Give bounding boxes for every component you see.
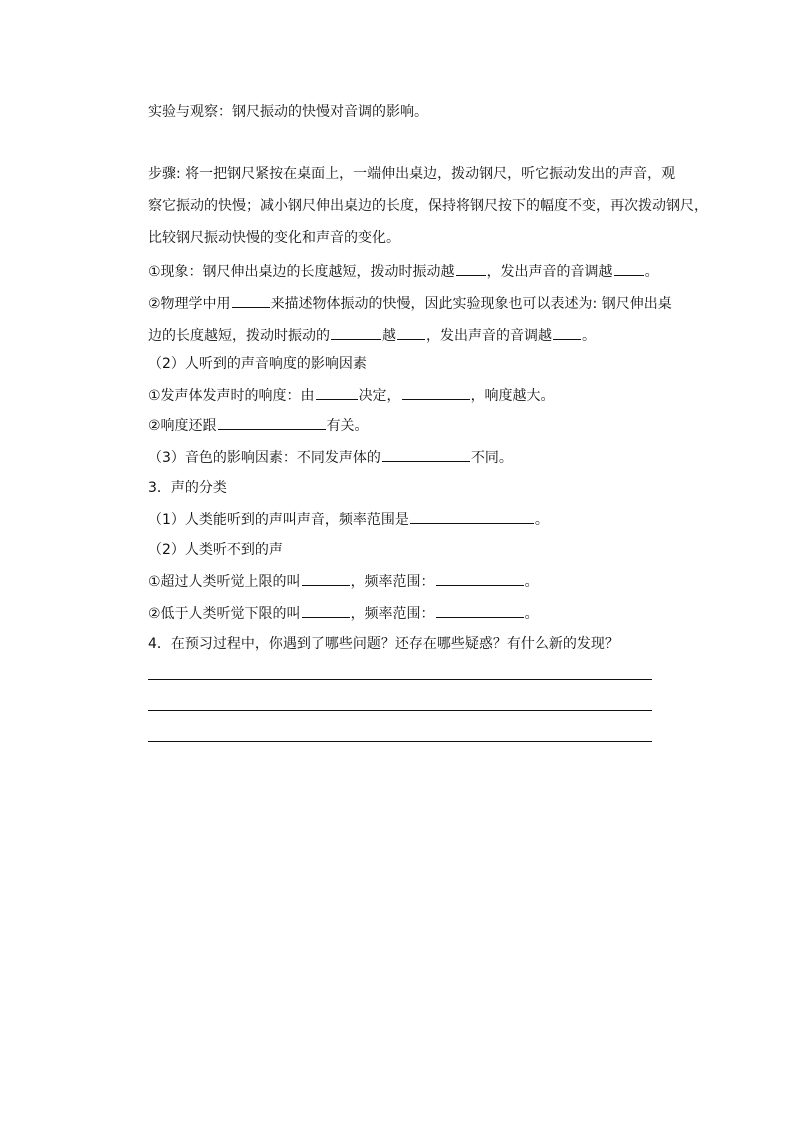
loudness-heading-text: （2）人听到的声音响度的影响因素 [148,356,367,372]
blank-infrasound-name[interactable] [302,602,350,618]
inaudible-heading [148,540,283,560]
infrasound-text-2: ，频率范围： [350,606,435,622]
blank-ultrasound-range[interactable] [436,570,524,586]
blank-pitch-2[interactable] [553,324,581,340]
loudness-text-2: 决定， [358,388,401,404]
experiment-title [148,102,428,122]
blank-physics-term[interactable] [232,292,270,308]
question-4-line [148,634,619,654]
inaudible-heading-text: （2）人类听不到的声 [148,542,283,558]
phenomenon-text-2: ，发出声音的音调越 [486,264,613,280]
loudness-text-1: ①发声体发声时的响度：由 [148,388,315,404]
blank-ultrasound-name[interactable] [302,570,350,586]
answer-line-1[interactable] [148,679,652,680]
section-3-heading [148,478,227,498]
infrasound-end: 。 [524,606,539,622]
phenomenon-end: 。 [644,264,659,280]
timbre-text-2: 不同。 [470,450,513,466]
steps-line-3 [148,228,400,248]
steps-line-2 [148,196,708,216]
blank-audible-range[interactable] [410,508,534,524]
frequency-end: 。 [582,328,596,344]
loudness-text-5: 有关。 [326,418,369,434]
steps-text-2: 察它振动的快慢；减小钢尺伸出桌边的长度，保持将钢尺按下的幅度不变，再次拨动钢尺， [148,198,708,214]
blank-loudness-distance[interactable] [218,414,326,430]
ultrasound-end: 。 [524,574,539,590]
frequency-text-3: 边的长度越短，拨动时振动的 [148,328,330,344]
blank-loudness-factor[interactable] [316,384,358,400]
frequency-text-1: ②物理学中用 [148,296,231,312]
steps-text-1: 步骤: 将一把钢尺紧按在桌面上，一端伸出桌边，拨动钢尺，听它振动发出的声音，观 [148,166,676,182]
phenomenon-line [148,260,659,282]
steps-text-3: 比较钢尺振动快慢的变化和声音的变化。 [148,230,400,246]
blank-more-less[interactable] [397,324,425,340]
ultrasound-text-2: ，频率范围： [350,574,435,590]
frequency-text-2: 来描述物体振动的快慢，因此实验现象也可以表述为: 钢尺伸出桌 [270,296,672,312]
loudness-heading [148,354,367,374]
blank-loudness-condition[interactable] [402,384,470,400]
experiment-title-text: 实验与观察：钢尺振动的快慢对音调的影响。 [148,104,428,120]
steps-line-1 [148,164,675,184]
loudness-line-1 [148,384,555,406]
blank-pitch[interactable] [614,260,644,276]
loudness-text-3: ，响度越大。 [470,388,555,404]
answer-line-3[interactable] [148,741,652,742]
frequency-line-1 [148,292,672,314]
timbre-text-1: （3）音色的影响因素：不同发声体的 [148,450,381,466]
audible-text: （1）人类能听到的声叫声音，频率范围是 [148,512,409,528]
ultrasound-text-1: ①超过人类听觉上限的叫 [148,574,301,590]
phenomenon-text: ①现象：钢尺伸出桌边的长度越短，拨动时振动越 [148,264,455,280]
timbre-line [148,446,513,468]
loudness-text-4: ②响度还跟 [148,418,217,434]
question-4-text: 4．在预习过程中，你遇到了哪些问题？还存在哪些疑惑？有什么新的发现？ [148,636,619,652]
blank-timbre-factor[interactable] [382,446,470,462]
blank-infrasound-range[interactable] [436,602,524,618]
answer-line-2[interactable] [148,710,652,711]
frequency-text-4: 越 [382,328,396,344]
frequency-text-5: ，发出声音的音调越 [426,328,552,344]
frequency-line-2 [148,324,596,346]
section-3-title: 3．声的分类 [148,480,227,496]
blank-vibration-quantity[interactable] [331,324,381,340]
audible-line [148,508,549,530]
infrasound-line [148,602,539,624]
audible-end: 。 [534,512,549,528]
ultrasound-line [148,570,539,592]
blank-vibration-speed[interactable] [456,260,486,276]
infrasound-text-1: ②低于人类听觉下限的叫 [148,606,301,622]
loudness-line-2 [148,414,369,436]
